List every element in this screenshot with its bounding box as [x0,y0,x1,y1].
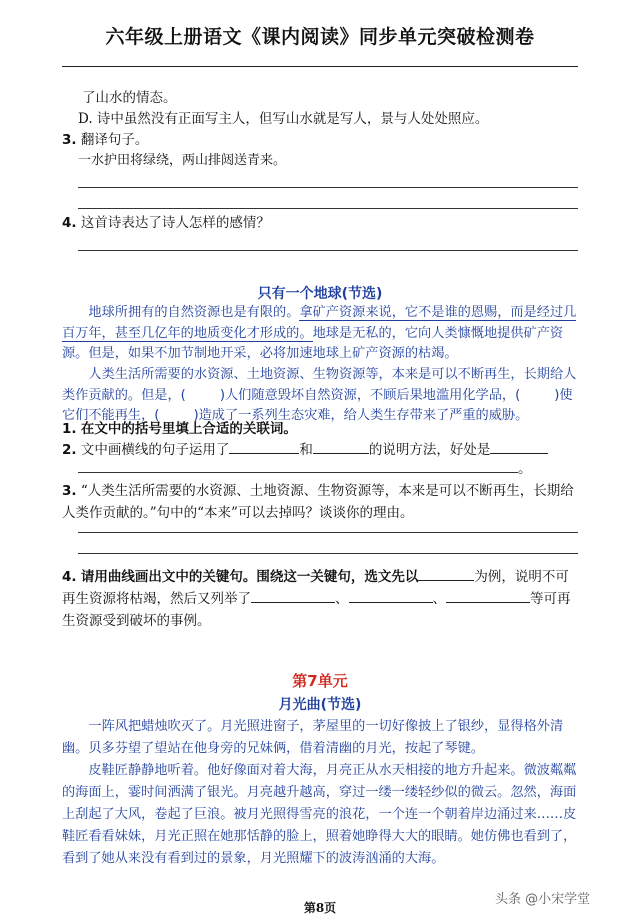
paragraph-text: 人类生活所需要的水资源、土地资源、生物资源等，本来是可以不断再生，长期给人类作贡献的。但是，( [62,367,577,403]
underlined-sentence: 拿矿产资源来说，它不是谁的恩赐，而是经过几百万年，甚至几亿年的地质变化才形成的。 [62,305,577,341]
answer-blank[interactable] [349,588,433,603]
answer-blank[interactable] [251,588,335,603]
answer-blank[interactable] [313,439,369,454]
question-4 [62,212,582,234]
answer-line[interactable] [78,472,518,473]
question-text: 这首诗表达了诗人怎样的感情？ [80,215,270,231]
option-c-end: 了山水的情态。 [82,90,177,106]
question-3 [62,129,582,151]
moonlight-paragraph-1: 一阵风把蜡烛吹灭了。月光照进窗子，茅屋里的一切好像披上了银纱，显得格外清幽。贝多芬望了望站在他身旁的兄妹俩，借着清幽的月光，按起了琴键。 [62,719,564,756]
article-title: 月光曲(节选) [278,697,362,713]
unit-title: 第7单元 [292,672,348,690]
option-d: D. 诗中虽然没有正面写主人，但写山水就是写人，景与人处处照应。 [78,111,489,127]
question-text: 请用曲线画出文中的关键句。围绕这一关键句，选文先以 [80,569,419,585]
paragraph-text: 地球是无私的，它向人类慷慨地提供矿产资源。但是，如果不加节制地开采，必将加速地球上矿产资源的枯竭。 [62,325,564,361]
period: 。 [518,461,532,477]
question-text: 和 [299,442,313,458]
answer-line[interactable] [78,553,578,554]
question-text: 等可再生资源受到破坏的事例。 [62,591,571,629]
answer-line[interactable] [78,187,578,188]
question-number: 3. [62,132,77,148]
sentence-to-translate: 一水护田将绿绕，两山排闼送青来。 [78,153,287,168]
separator: 、 [335,591,349,607]
page-header-title: 六年级上册语文《课内阅读》同步单元突破检测卷 [105,26,535,48]
earth-question-4 [62,566,582,632]
paragraph-text: )使它们不能再生，( [62,387,573,423]
paragraph-text: )人们随意毁坏自然资源，不顾后果地滥用化学品，( [219,387,521,403]
answer-line[interactable] [78,532,578,533]
earth-question-2 [62,439,582,461]
question-text: “人类生活所需要的水资源、土地资源、生物资源等，本来是可以不断再生，长期给人类作贡献的。”句中的“本来”可以去掉吗？谈谈你的理由。 [62,483,574,521]
question-text: 翻译句子。 [80,132,149,148]
header-rule [62,66,578,67]
paragraph-text: )造成了一系列生态灾难，给人类生存带来了严重的威胁。 [193,408,529,423]
question-text: 为例，说明不可再生资源将枯竭，然后又列举了 [62,569,569,607]
question-text: 在文中的括号里填上合适的关联词。 [80,421,297,437]
moonlight-paragraph-2: 皮鞋匠静静地听着。他好像面对着大海，月亮正从水天相接的地方升起来。微波粼粼的海面上，霎时间洒满了银光。月亮越升越高，穿过一缕一缕轻纱似的微云。忽然，海面上刮起了大风，卷起了巨浪。被月光照得雪亮的浪花，一个连一个朝着岸边涌过来……皮鞋匠看看妹妹，月光正照在她那恬静的脸上，照着她睁得大大的眼睛。她仿佛也看到了，看到了她从来没有看到过的景象，月光照耀下的波涛汹涌的大海。 [62,763,577,866]
earth-question-3 [62,480,582,524]
answer-line[interactable] [78,208,578,209]
separator: 、 [432,591,446,607]
answer-blank[interactable] [229,439,299,454]
question-number: 4. [62,569,77,585]
answer-blank[interactable] [418,566,474,581]
question-number: 2. [62,442,77,458]
article-title: 只有一个地球(节选) [257,286,383,302]
question-number: 1. [62,421,77,437]
paragraph-text: 地球所拥有的自然资源也是有限的。 [88,305,300,320]
answer-line[interactable] [78,250,578,251]
question-number: 4. [62,215,77,231]
earth-question-1 [62,418,582,440]
question-text: 文中画横线的句子运用了 [80,442,230,458]
watermark: 头条 @小宋学堂 [495,892,591,907]
page-number: 第8页 [303,901,337,915]
answer-blank[interactable] [446,588,530,603]
question-text: 的说明方法，好处是 [368,442,491,458]
answer-blank[interactable] [490,439,548,454]
question-number: 3. [62,483,77,499]
article-paragraph-1 [62,303,582,365]
